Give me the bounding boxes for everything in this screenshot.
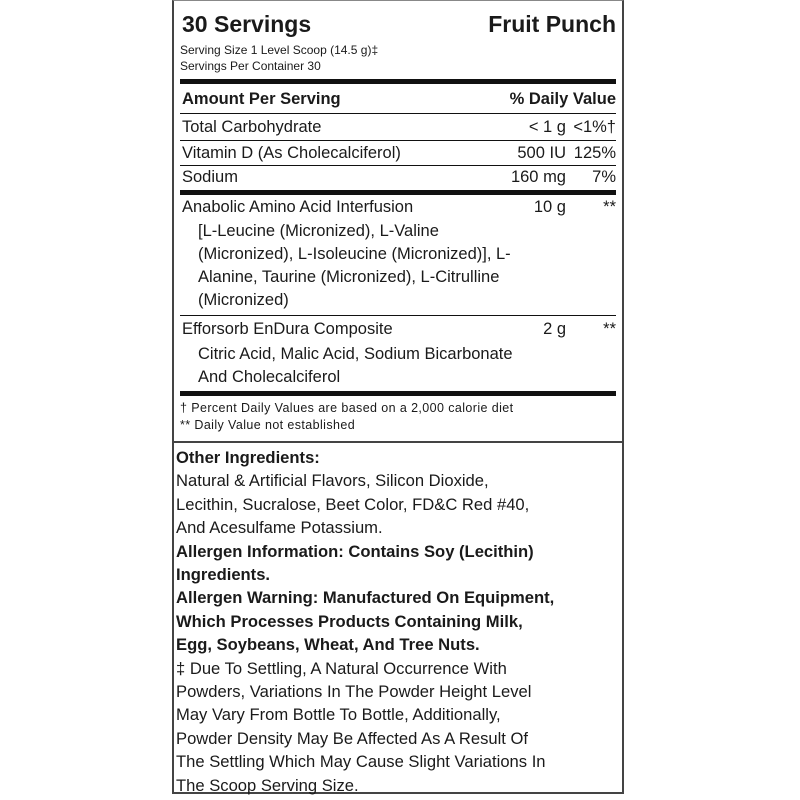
label-header [180,11,616,41]
blend-row [180,317,616,341]
blend-amount: 2 g [543,320,566,338]
allergen-warning: Allergen Warning: Manufactured On Equipment, [176,588,555,608]
allergen-warning: Egg, Soybeans, Wheat, And Tree Nuts. [176,635,480,655]
settling-note: ‡ Due To Settling, A Natural Occurrence With [176,658,507,678]
amount-per-serving-heading: Amount Per Serving [182,90,341,108]
nutrient-amount: 160 mg [510,168,566,186]
divider-bar [180,79,616,84]
blend-name: Anabolic Amino Acid Interfusion [182,198,414,216]
ingredients-line: Lecithin, Sucralose, Beet Color, FD&C Red #40, [176,494,530,514]
column-header-row [180,87,616,111]
nutrient-dv: 7% [592,168,616,186]
blend-dv: ** [603,320,616,338]
other-ingredients-panel [174,441,622,797]
nutrient-dv: 125% [573,144,616,162]
blend-row [180,195,616,219]
settling-note: The Settling Which May Cause Slight Variations In [176,752,546,772]
nutrient-row [180,141,616,165]
blend-dv: ** [603,198,616,216]
ingredients-line: And Acesulfame Potassium. [176,518,383,538]
nutrient-amount: < 1 g [528,118,566,136]
blend-ingredients-line: (Micronized), L-Isoleucine (Micronized)], L- [198,245,511,263]
allergen-information: Ingredients. [176,565,271,585]
nutrient-amount: 500 IU [517,144,566,162]
settling-note: Powder Density May Be Affected As A Result Of [176,728,529,748]
servings-per-container: Servings Per Container 30 [180,59,321,73]
nutrient-dv: <1%† [573,118,616,136]
settling-note: Powders, Variations In The Powder Height Level [176,682,532,702]
flavor-title: Fruit Punch [488,11,616,37]
supplement-facts-label [172,0,624,794]
settling-note: The Scoop Serving Size. [176,775,359,795]
ingredients-line: Natural & Artificial Flavors, Silicon Dioxide, [176,471,489,491]
divider [180,113,616,114]
other-ingredients-heading: Other Ingredients: [176,448,320,467]
divider-bar [180,391,616,396]
footnote: † Percent Daily Values are based on a 2,000 calorie diet [180,401,514,415]
blend-ingredients-line: Alanine, Taurine (Micronized), L-Citrulline [198,268,500,286]
nutrient-row [180,165,616,189]
blend-ingredients-line: Citric Acid, Malic Acid, Sodium Bicarbonate [198,345,513,363]
nutrient-name: Total Carbohydrate [182,118,322,136]
servings-title: 30 Servings [182,11,312,37]
nutrient-row [180,115,616,139]
facts-panel [174,1,622,441]
blend-amount: 10 g [533,198,566,216]
nutrient-name: Sodium [182,168,238,186]
footnote: ** Daily Value not established [180,418,356,432]
serving-size: Serving Size 1 Level Scoop (14.5 g)‡ [180,43,379,57]
blend-ingredients-line: [L-Leucine (Micronized), L-Valine [198,222,439,240]
blend-ingredients-line: (Micronized) [198,291,289,309]
nutrient-name: Vitamin D (As Cholecalciferol) [182,144,401,162]
daily-value-heading: % Daily Value [509,90,616,108]
blend-name: Efforsorb EnDura Composite [182,320,393,338]
settling-note: May Vary From Bottle To Bottle, Additionally, [176,705,501,725]
divider [180,315,616,316]
allergen-information: Allergen Information: Contains Soy (Lecithin) [176,541,534,561]
blend-ingredients-line: And Cholecalciferol [198,368,341,386]
allergen-warning: Which Processes Products Containing Milk, [176,611,523,631]
